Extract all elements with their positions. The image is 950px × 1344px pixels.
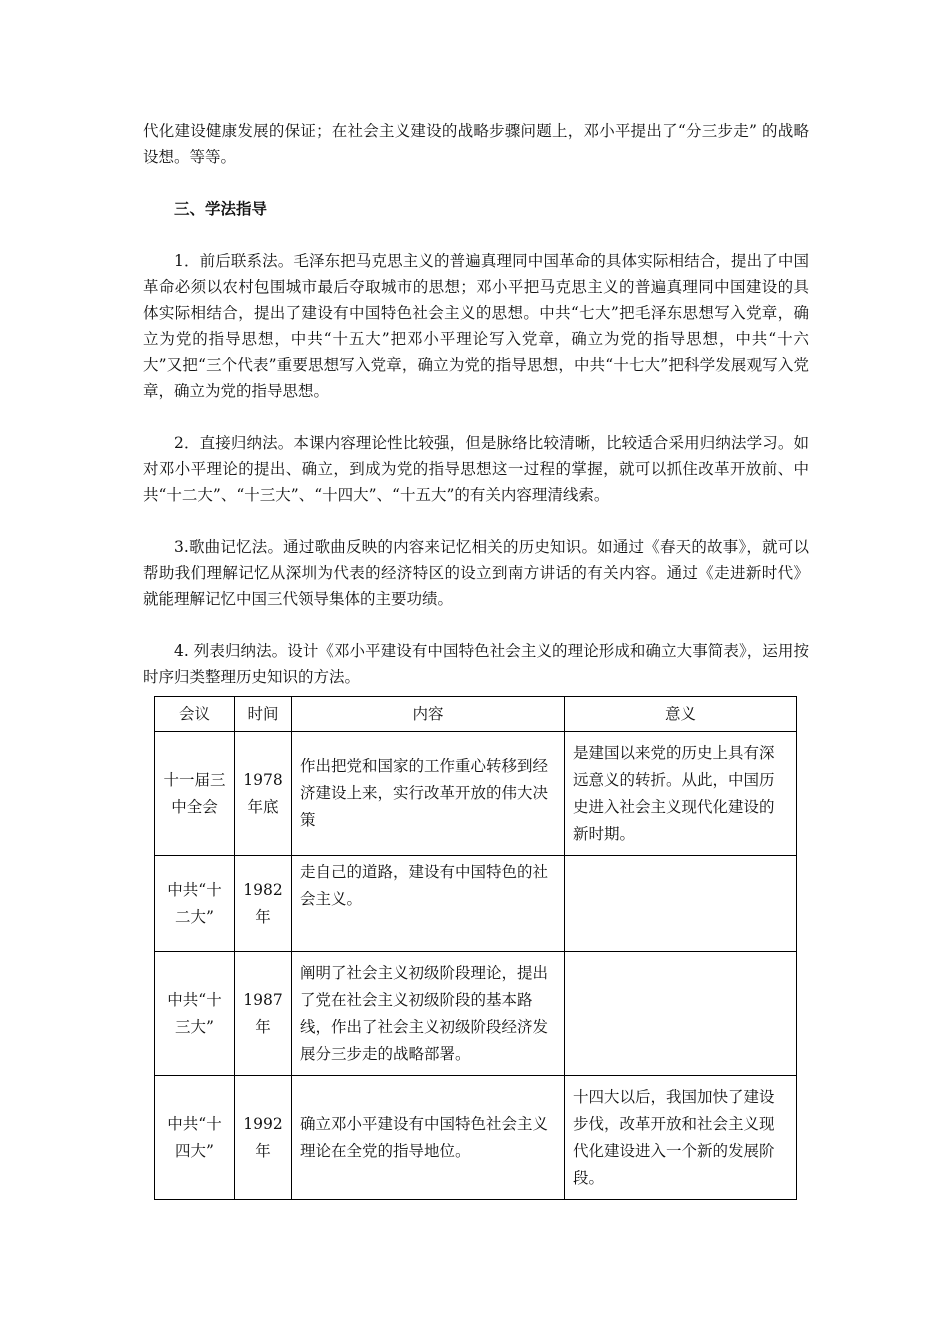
- table-row: [155, 952, 797, 1076]
- document-body: [143, 118, 809, 690]
- cell-meeting: 中共“十四大”: [155, 1076, 235, 1200]
- cell-time: 1978年底: [235, 732, 292, 856]
- method3-paragraph: 3.歌曲记忆法。通过歌曲反映的内容来记忆相关的历史知识。如通过《春天的故事》，就可以帮助我们理解记忆从深圳为代表的经济特区的设立到南方讲话的有关内容。通过《走进新时代》就能理解记忆中国三代领导集体的主要功绩。: [143, 538, 809, 608]
- cell-time: 1992年: [235, 1076, 292, 1200]
- header-significance: 意义: [565, 697, 797, 732]
- cell-significance: [565, 952, 797, 1076]
- table-row: [155, 732, 797, 856]
- cell-meeting: 中共“十三大”: [155, 952, 235, 1076]
- intro-paragraph: 代化建设健康发展的保证；在社会主义建设的战略步骤问题上，邓小平提出了“分三步走” 的战略设想。等等。: [143, 122, 809, 166]
- cell-content: 阐明了社会主义初级阶段理论，提出了党在社会主义初级阶段的基本路线，作出了社会主义初级阶段经济发展分三步走的战略部署。: [292, 952, 565, 1076]
- table-row: [155, 1076, 797, 1200]
- events-table: [154, 696, 797, 1200]
- method2-paragraph: 2．直接归纳法。本课内容理论性比较强，但是脉络比较清晰，比较适合采用归纳法学习。如对邓小平理论的提出、确立，到成为党的指导思想这一过程的掌握，就可以抓住改革开放前、中共“十二大”、“十三大”、“十四大”、“十五大”的有关内容理清线索。: [143, 434, 809, 504]
- method1-paragraph: 1．前后联系法。毛泽东把马克思主义的普遍真理同中国革命的具体实际相结合，提出了中国革命必须以农村包围城市最后夺取城市的思想；邓小平把马克思主义的普遍真理同中国建设的具体实际相结合，提出了建设有中国特色社会主义的思想。中共“七大”把毛泽东思想写入党章，确立为党的指导思想，中共“十五大”把邓小平理论写入党章，确立为党的指导思想，中共“十六大”又把“三个代表”重要思想写入党章，确立为党的指导思想，中共“十七大”把科学发展观写入党章，确立为党的指导思想。: [143, 252, 809, 400]
- cell-significance: [565, 856, 797, 952]
- cell-meeting: 中共“十二大”: [155, 856, 235, 952]
- cell-content: 作出把党和国家的工作重心转移到经济建设上来，实行改革开放的伟大决策: [292, 732, 565, 856]
- header-meeting: 会议: [155, 697, 235, 732]
- header-time: 时间: [235, 697, 292, 732]
- cell-significance: 十四大以后，我国加快了建设步伐，改革开放和社会主义现代化建设进入一个新的发展阶段。: [565, 1076, 797, 1200]
- cell-content: 走自己的道路，建设有中国特色的社会主义。: [292, 856, 565, 952]
- table-row: [155, 856, 797, 952]
- header-content: 内容: [292, 697, 565, 732]
- cell-significance: 是建国以来党的历史上具有深远意义的转折。从此，中国历史进入社会主义现代化建设的新时期。: [565, 732, 797, 856]
- cell-meeting: 十一届三中全会: [155, 732, 235, 856]
- table-header-row: [155, 697, 797, 732]
- method4-paragraph: 4. 列表归纳法。设计《邓小平建设有中国特色社会主义的理论形成和确立大事简表》，运用按时序归类整理历史知识的方法。: [143, 642, 809, 686]
- section-title: 三、学法指导: [174, 200, 268, 218]
- cell-time: 1987年: [235, 952, 292, 1076]
- cell-time: 1982年: [235, 856, 292, 952]
- cell-content: 确立邓小平建设有中国特色社会主义理论在全党的指导地位。: [292, 1076, 565, 1200]
